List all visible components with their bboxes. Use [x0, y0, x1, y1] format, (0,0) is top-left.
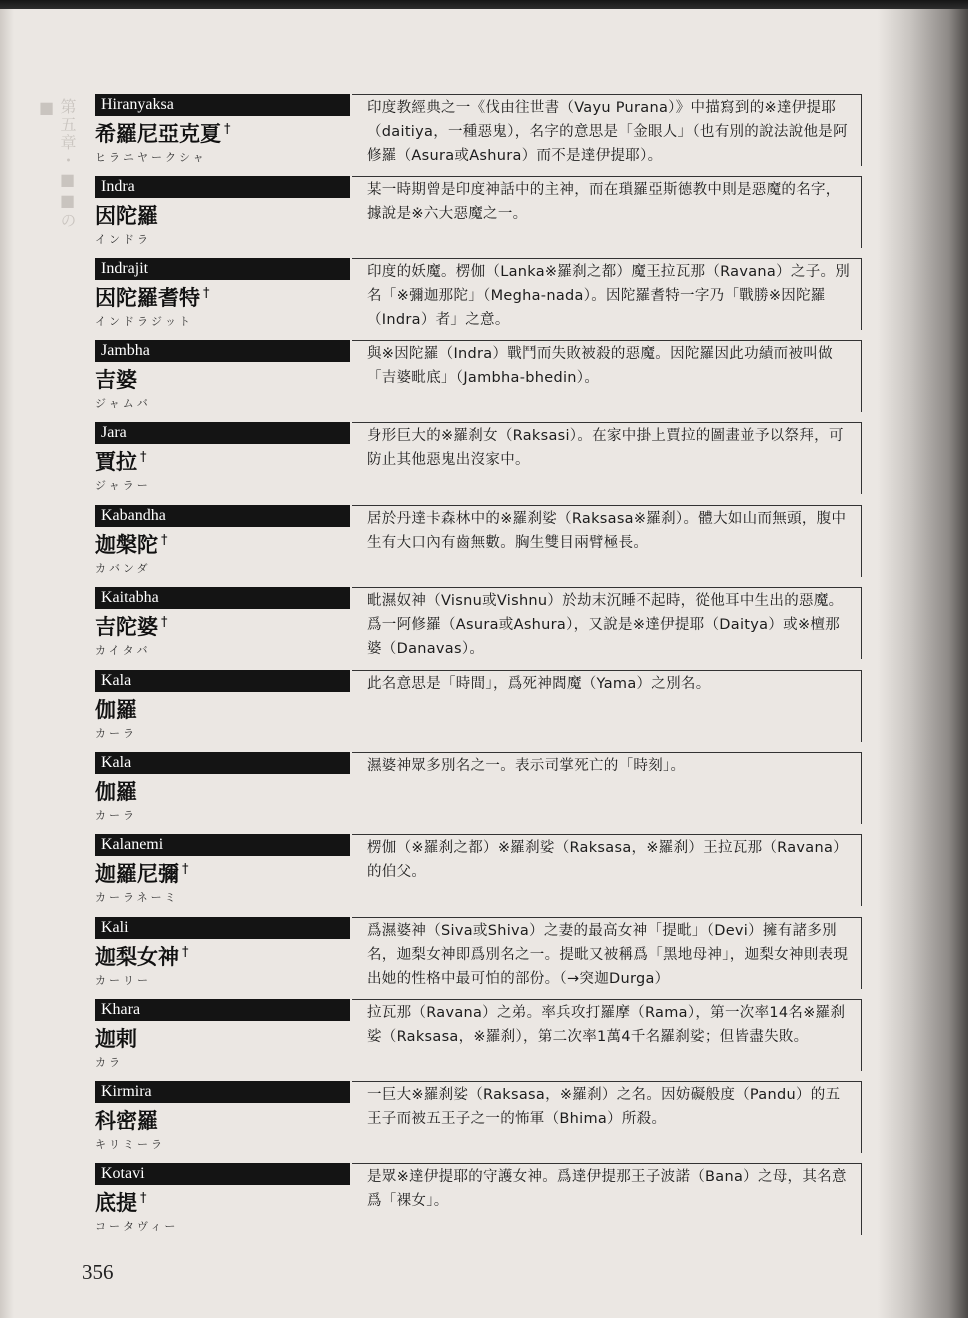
entry-romanized: Khara: [95, 999, 350, 1021]
entry-title: [95, 1023, 140, 1053]
page-number: 356: [82, 1260, 114, 1284]
entry-katakana: カラ: [95, 1056, 123, 1069]
entry-title: [95, 611, 168, 641]
entry-title: [95, 282, 210, 312]
entry-description: 一巨大※羅刹娑（Raksasa，※羅刹）之名。因妨礙般度（Pandu）的五王子而被五王子之一的怖軍（Bhima）所殺。: [367, 1087, 841, 1127]
entry-title: [95, 446, 147, 476]
entry-romanized: Kali: [95, 917, 350, 939]
entry-romanized: Jara: [95, 422, 350, 444]
entry-title-text: 迦剌: [95, 1027, 137, 1051]
entry-title-text: 賈拉: [95, 450, 137, 474]
dagger-mark: †: [203, 286, 210, 301]
entry-description: 濕婆神眾多別名之一。表示司掌死亡的「時刻」。: [367, 758, 686, 774]
dagger-mark: †: [182, 945, 189, 960]
entry-katakana: ジャラー: [95, 479, 151, 492]
entry-title: [95, 1105, 161, 1135]
entry-title-text: 吉婆: [95, 368, 137, 392]
entry-romanized: Jambha: [95, 340, 350, 362]
entry-description: 印度教經典之一《伐由往世書（Vayu Purana）》中描寫到的※達伊提耶（daitiya，一種惡鬼），名字的意思是「金眼人」（也有別的說法說他是阿修羅（Asura或Ashura）而不是達伊提耶）。: [367, 100, 848, 164]
entry-description: 某一時期曾是印度神話中的主神，而在瑣羅亞斯德教中則是惡魔的名字，據說是※六大惡魔之一。: [367, 182, 841, 222]
entry-title-text: 迦梨女神: [95, 945, 179, 969]
entry-katakana: カイタバ: [95, 644, 151, 657]
entry-title: [95, 1187, 147, 1217]
dagger-mark: †: [140, 450, 147, 465]
entry-romanized: Indrajit: [95, 258, 350, 280]
entry-title-text: 迦羅尼彌: [95, 862, 179, 886]
left-page-shadow: [0, 9, 14, 1318]
entry-katakana: カーラ: [95, 727, 137, 740]
entry-katakana: ヒラニヤークシャ: [95, 151, 207, 164]
entry-katakana: キリミーラ: [95, 1138, 165, 1151]
entry-title: [95, 200, 161, 230]
entry-title-text: 希羅尼亞克夏: [95, 122, 221, 146]
entry-romanized: Indra: [95, 176, 350, 198]
top-page-edge: [0, 0, 968, 9]
entry-title-text: 因陀羅: [95, 204, 158, 228]
entry-katakana: カーリー: [95, 974, 151, 987]
dagger-mark: †: [140, 1191, 147, 1206]
entry-title-text: 吉陀婆: [95, 615, 158, 639]
entry-description: 此名意思是「時間」，爲死神閻魔（Yama）之別名。: [367, 676, 711, 692]
chapter-sidebar-tab: [38, 98, 78, 248]
entry-romanized: Kirmira: [95, 1081, 350, 1103]
entry-katakana: カーラ: [95, 809, 137, 822]
entry-title: [95, 941, 189, 971]
entry-description: 身形巨大的※羅刹女（Raksasi）。在家中掛上賈拉的圖畫並予以祭拜，可防止其他惡鬼出沒家中。: [367, 428, 844, 468]
book-binding-shadow: [878, 9, 968, 1318]
dagger-mark: †: [224, 122, 231, 137]
entry-title-text: 迦槃陀: [95, 533, 158, 557]
entry-katakana: インドラ: [95, 233, 151, 246]
entry-description: 拉瓦那（Ravana）之弟。率兵攻打羅摩（Rama），第一次率14名※羅刹娑（Raksasa，※羅刹），第二次率1萬4千名羅刹娑；但皆盡失敗。: [367, 1005, 846, 1045]
entry-description: 印度的妖魔。楞伽（Lanka※羅刹之都）魔王拉瓦那（Ravana）之子。別名「※彌迦那陀」（Megha-nada）。因陀羅耆特一字乃「戰勝※因陀羅（Indra）者」之意。: [367, 264, 851, 328]
dagger-mark: †: [161, 615, 168, 630]
entry-description: 楞伽（※羅刹之都）※羅刹娑（Raksasa，※羅刹）王拉瓦那（Ravana）的伯父。: [367, 840, 848, 880]
entry-katakana: カーラネーミ: [95, 891, 179, 904]
entry-romanized: Kala: [95, 752, 350, 774]
entry-romanized: Hiranyaksa: [95, 94, 350, 116]
entry-romanized: Kotavi: [95, 1163, 350, 1185]
entry-title: [95, 364, 140, 394]
entry-romanized: Kalanemi: [95, 834, 350, 856]
entry-title: [95, 118, 231, 148]
entry-title-text: 因陀羅耆特: [95, 286, 200, 310]
entry-title: [95, 858, 189, 888]
entry-title-text: 伽羅: [95, 780, 137, 804]
entry-katakana: インドラジット: [95, 315, 193, 328]
entry-katakana: ジャムバ: [95, 397, 151, 410]
entry-description: 與※因陀羅（Indra）戰鬥而失敗被殺的惡魔。因陀羅因此功績而被叫做「吉婆毗底」（Jambha-bhedin）。: [367, 346, 833, 386]
entry-title-text: 底提: [95, 1191, 137, 1215]
entry-katakana: コータヴィー: [95, 1220, 179, 1233]
entry-description: 是眾※達伊提耶的守護女神。爲達伊提那王子波諾（Bana）之母，其名意爲「裸女」。: [367, 1169, 847, 1209]
entry-description: 毗濕奴神（Visnu或Vishnu）於劫末沉睡不起時，從他耳中生出的惡魔。爲一阿修羅（Asura或Ashura），又說是※達伊提耶（Daitya）或※檀那婆（Danavas）。: [367, 593, 844, 657]
entry-title: [95, 529, 168, 559]
entry-romanized: Kaitabha: [95, 587, 350, 609]
entry-katakana: カバンダ: [95, 562, 151, 575]
entry-title: [95, 694, 140, 724]
entry-title-text: 伽羅: [95, 698, 137, 722]
entry-title-text: 科密羅: [95, 1109, 158, 1133]
dagger-mark: †: [182, 862, 189, 877]
entry-title: [95, 776, 140, 806]
chapter-sidebar-text: 第五章・■■の■: [37, 98, 77, 230]
dagger-mark: †: [161, 533, 168, 548]
entry-description: 居於丹達卡森林中的※羅刹娑（Raksasa※羅刹）。體大如山而無頭，腹中生有大口內有齒無數。胸生雙目兩臂極長。: [367, 511, 847, 551]
entry-description: 爲濕婆神（Siva或Shiva）之妻的最高女神「提毗」（Devi）擁有諸多別名，迦梨女神即爲別名之一。提毗又被稱爲「黑地母神」，迦梨女神則表現出她的性格中最可怕的部份。（→突迦Durga）: [367, 923, 849, 987]
entry-romanized: Kabandha: [95, 505, 350, 527]
entry-romanized: Kala: [95, 670, 350, 692]
